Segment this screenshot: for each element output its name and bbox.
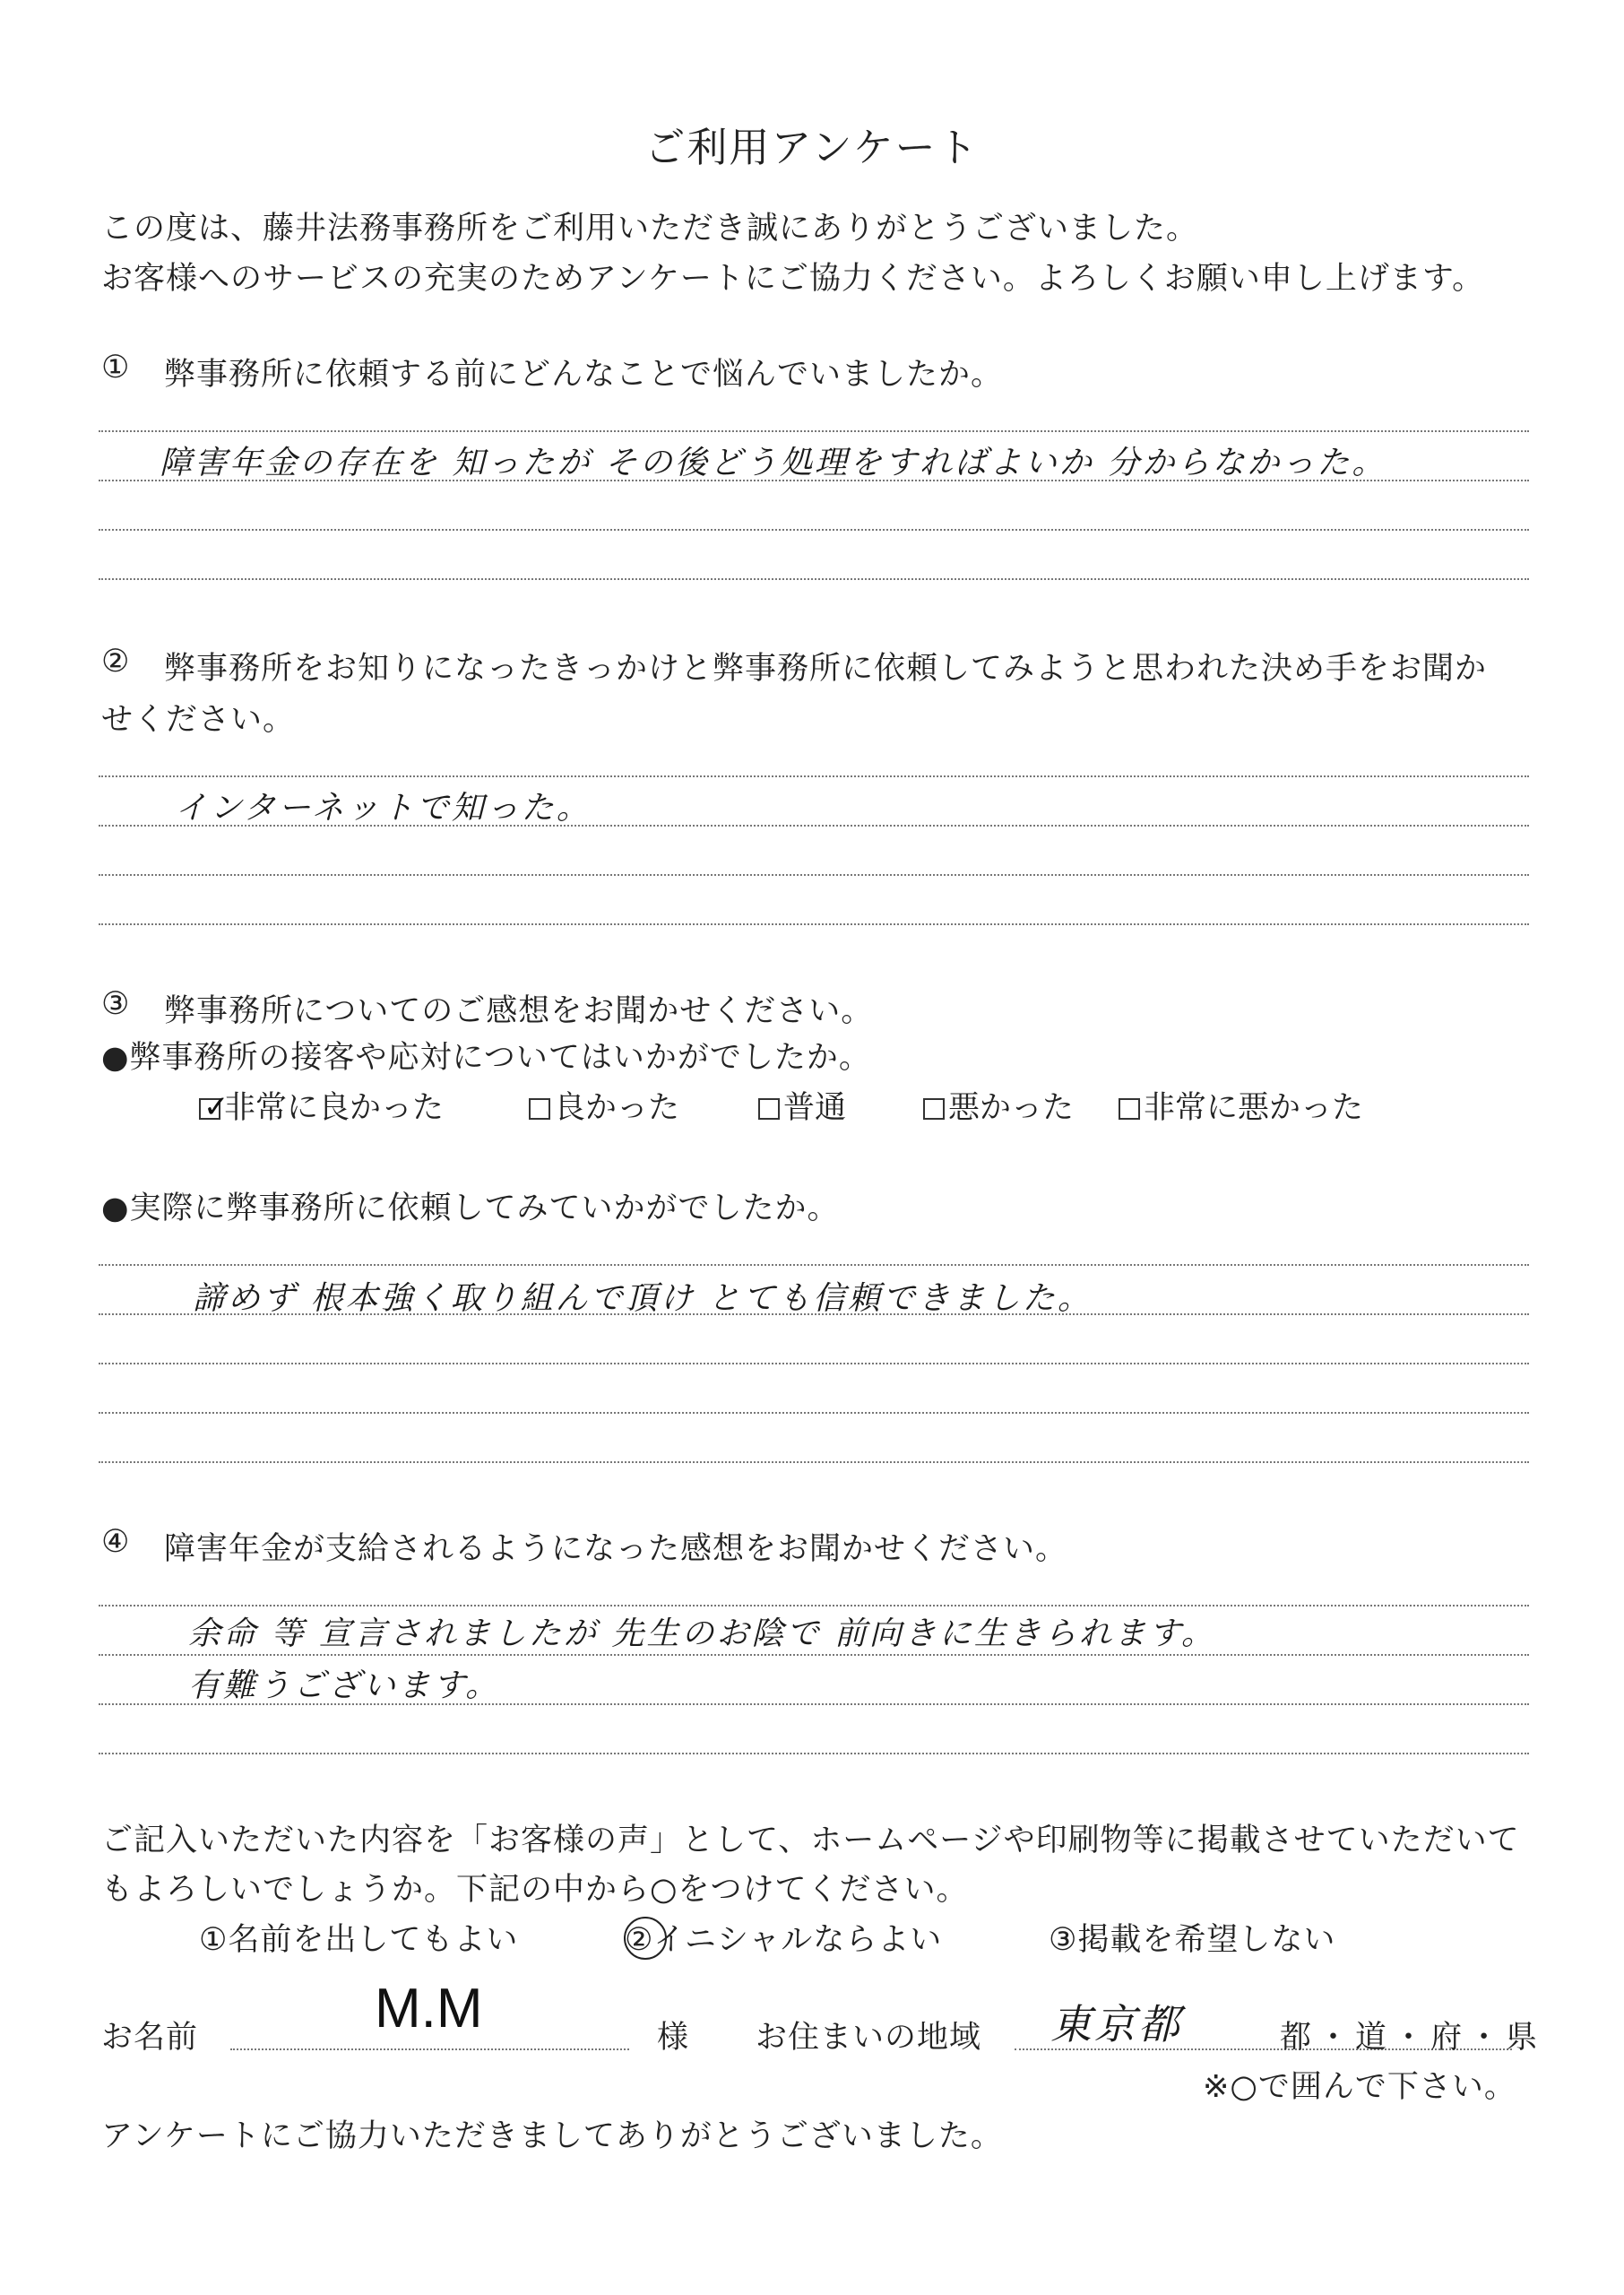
prefecture-options: 都 ・ 道 ・ 府 ・ 県 xyxy=(1280,2020,1539,2056)
rating-option-very-bad[interactable]: 非常に悪かった xyxy=(1119,1083,1363,1128)
q2-number: ② xyxy=(101,644,131,680)
consent-option-none[interactable]: ③掲載を希望しない xyxy=(1049,1922,1336,1958)
rating-checkbox-very-bad[interactable] xyxy=(1119,1098,1140,1120)
rating-checkbox-normal[interactable] xyxy=(758,1098,780,1120)
q4-line-3 xyxy=(99,1703,1529,1705)
q1-question: 弊事務所に依頼する前にどんなことで悩んでいましたか。 xyxy=(164,357,1004,393)
name-value[interactable]: M.M xyxy=(375,1978,483,2040)
intro-line-2: お客様へのサービスの充実のためアンケートにご協力ください。よろしくお願い申し上げます。 xyxy=(101,261,1485,297)
q1-line-2 xyxy=(99,480,1529,481)
q3-line-5 xyxy=(99,1461,1529,1463)
q4-question: 障害年金が支給されるようになった感想をお聞かせください。 xyxy=(164,1531,1068,1567)
pref-do[interactable]: 道 xyxy=(1355,2020,1388,2056)
q4-line-1 xyxy=(99,1605,1529,1606)
q1-line-4 xyxy=(99,578,1529,580)
q2-line-3 xyxy=(99,874,1529,876)
q3-number: ③ xyxy=(101,986,131,1022)
q1-line-1 xyxy=(99,430,1529,432)
rating-option-bad[interactable]: 悪かった xyxy=(923,1083,1074,1128)
q3-sub-question-2: ●実際に弊事務所に依頼してみていかがでしたか。 xyxy=(101,1191,840,1226)
rating-checkbox-good[interactable] xyxy=(529,1098,550,1120)
q3-line-3 xyxy=(99,1363,1529,1364)
q3-line-4 xyxy=(99,1412,1529,1414)
region-label: お住まいの地域 xyxy=(756,2020,982,2056)
q3-line-1 xyxy=(99,1264,1529,1266)
consent-option-initial[interactable]: ②イニシャルならよい xyxy=(625,1922,943,1958)
pref-to[interactable]: 都 xyxy=(1280,2020,1313,2056)
name-label: お名前 xyxy=(101,2020,199,2056)
consent-line-2: もよろしいでしょうか。下記の中から○をつけてください。 xyxy=(101,1872,969,1908)
q3-sub-question-1: ●弊事務所の接客や応対についてはいかがでしたか。 xyxy=(101,1040,871,1076)
q2-line-4 xyxy=(99,923,1529,925)
q1-line-3 xyxy=(99,529,1529,531)
q4-number: ④ xyxy=(101,1524,131,1560)
rating-checkbox-very-good[interactable] xyxy=(199,1089,229,1125)
q4-line-2 xyxy=(99,1654,1529,1656)
pref-ken[interactable]: 県 xyxy=(1506,2020,1539,2056)
intro-line-1: この度は、藤井法務事務所をご利用いただき誠にありがとうございました。 xyxy=(101,211,1199,247)
q1-answer: 障害年金の存在を 知ったが その後どう処理をすればよいか 分からなかった。 xyxy=(160,445,1387,481)
name-underline xyxy=(230,2048,629,2050)
consent-option-name[interactable]: ①名前を出してもよい xyxy=(199,1922,519,1958)
q4-answer-line-1: 余命 等 宣言されましたが 先生のお陰で 前向きに生きられます。 xyxy=(188,1615,1216,1652)
rating-option-good[interactable]: 良かった xyxy=(529,1083,679,1128)
selected-circle-mark xyxy=(624,1917,667,1960)
q2-answer: インターネットで知った。 xyxy=(175,790,592,827)
pref-fu[interactable]: 府 xyxy=(1430,2020,1464,2056)
q1-number: ① xyxy=(101,350,131,385)
q2-question-line-2: せください。 xyxy=(101,702,296,738)
region-value[interactable]: 東京都 xyxy=(1050,2000,1182,2048)
rating-checkbox-bad[interactable] xyxy=(923,1098,945,1120)
closing-text: アンケートにご協力いただきましてありがとうございました。 xyxy=(101,2118,1003,2154)
consent-line-1: ご記入いただいた内容を「お客様の声」として、ホームページや印刷物等に掲載させていただいて xyxy=(101,1823,1520,1858)
check-mark: ✓ xyxy=(203,1089,229,1125)
name-suffix: 様 xyxy=(657,2020,690,2056)
q2-line-2 xyxy=(99,825,1529,827)
q3-question: 弊事務所についてのご感想をお聞かせください。 xyxy=(164,993,874,1029)
q4-answer-line-2: 有難うございます。 xyxy=(188,1667,501,1704)
q3-answer: 諦めず 根本強く取り組んで頂け とても信頼できました。 xyxy=(193,1280,1093,1317)
region-note: ※○で囲んで下さい。 xyxy=(1203,2069,1516,2105)
q4-line-4 xyxy=(99,1753,1529,1754)
page-title: ご利用アンケート xyxy=(644,124,980,171)
rating-option-very-good[interactable]: ✓ 非常に良かった xyxy=(199,1083,444,1128)
q2-question-line-1: 弊事務所をお知りになったきっかけと弊事務所に依頼してみようと思われた決め手をお聞か xyxy=(164,651,1488,687)
rating-option-normal[interactable]: 普通 xyxy=(758,1083,846,1128)
q2-line-1 xyxy=(99,775,1529,777)
q3-line-2 xyxy=(99,1313,1529,1315)
